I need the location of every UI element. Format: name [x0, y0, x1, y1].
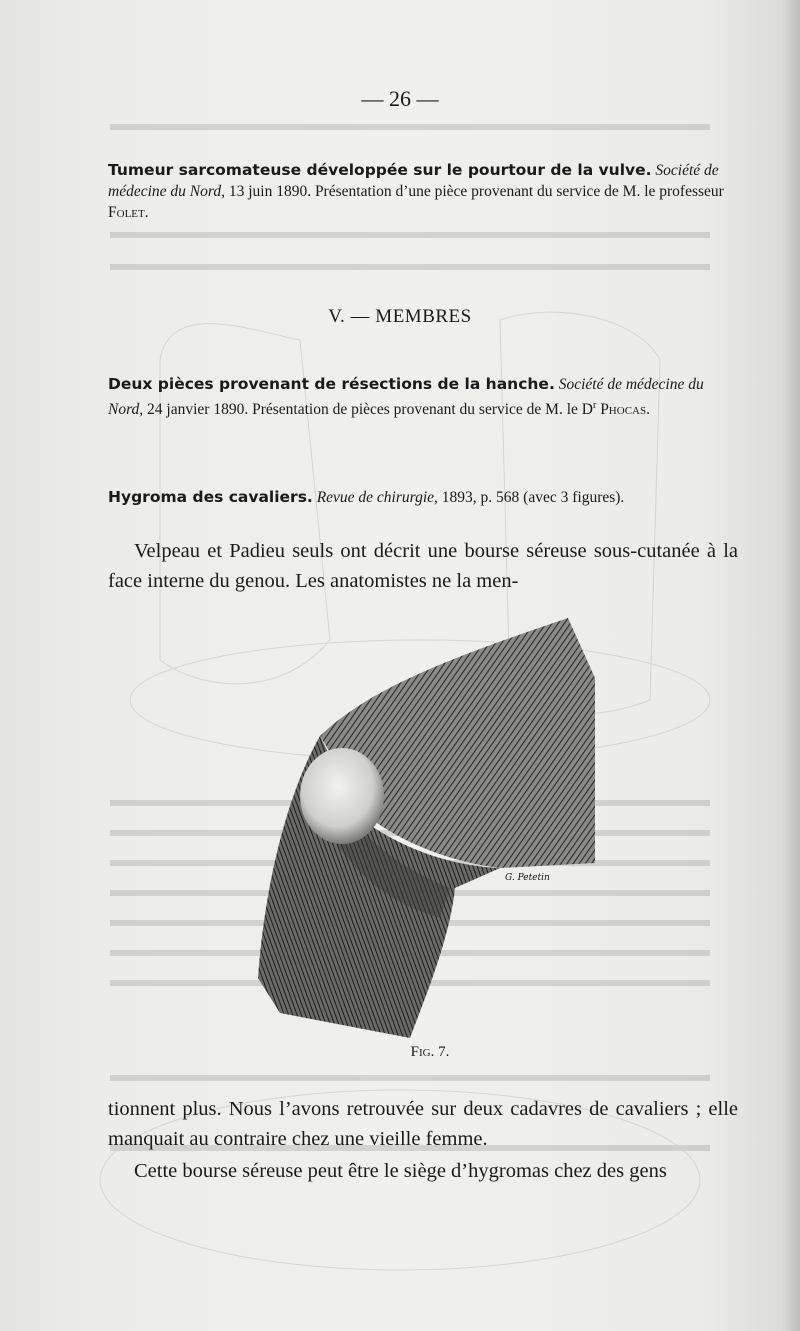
knee-illustration [250, 618, 610, 1043]
bibliography-entry [108, 160, 728, 223]
entry-title: Hygroma des cavaliers. [108, 488, 313, 506]
entry-superscript: r [592, 400, 597, 411]
figure-signature: G. Petetin [505, 873, 550, 883]
entry-text: 13 juin 1890. Présentation d’une pièce provenant du service de M. le professeur [224, 183, 724, 200]
entry-text: 24 janvier 1890. Présentation de pièces provenant du service de M. le D [143, 401, 593, 419]
entry-end: . [144, 204, 149, 221]
body-paragraph: tionnent plus. Nous l’avons retrouvée sur deux cadavres de cavaliers ; elle manquait au contraire chez une vieille femme. [108, 1098, 738, 1150]
entry-person: Folet [108, 204, 145, 221]
entry-source: Revue de chirurgie, [316, 489, 438, 506]
section-heading: V. — MEMBRES [328, 306, 472, 327]
bibliography-entry [108, 374, 728, 420]
entry-end: . [646, 401, 650, 419]
entry-source: Société de médecine du Nord, [108, 162, 719, 200]
body-paragraph: Velpeau et Padieu seuls ont décrit une bourse séreuse sous-cutanée à la face interne du genou. Les anatomistes ne la men- [108, 540, 738, 592]
body-paragraph: Cette bourse séreuse peut être le siège d’hygromas chez des gens [134, 1160, 667, 1182]
entry-source: Société de médecine du Nord, [108, 376, 704, 419]
page-edge-shadow [782, 0, 800, 1331]
entry-person: Phocas [600, 401, 647, 419]
entry-title: Tumeur sarcomateuse développée sur le pourtour de la vulve. [108, 161, 652, 179]
figure-caption: Fig. 7. [410, 1044, 450, 1060]
bibliography-entry [108, 487, 728, 508]
page-number: — 26 — [361, 86, 439, 111]
entry-title: Deux pièces provenant de résections de la hanche. [108, 375, 555, 393]
entry-text: 1893, p. 568 (avec 3 figures). [437, 489, 625, 506]
